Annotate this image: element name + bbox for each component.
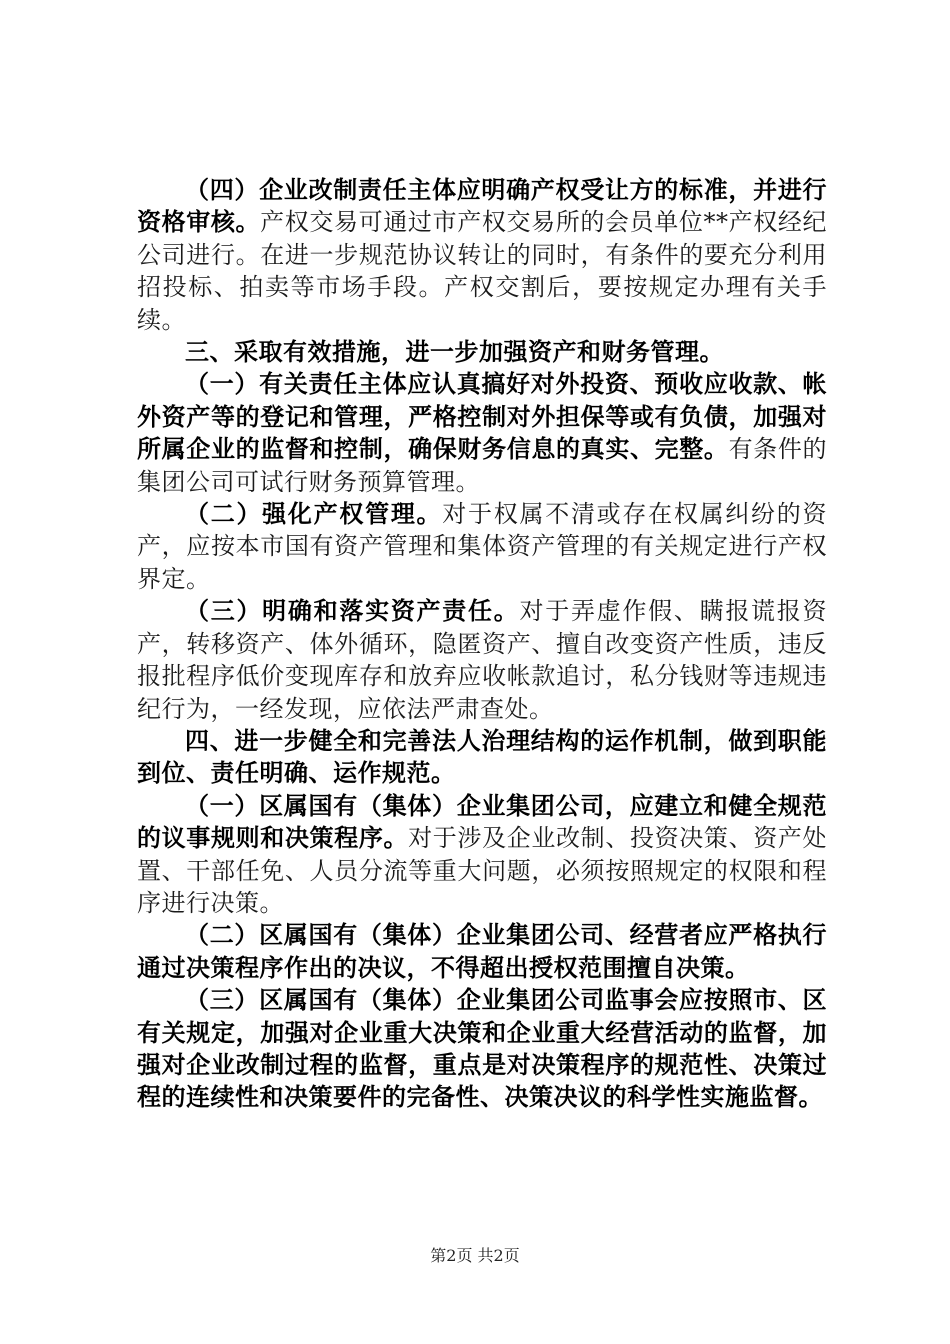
paragraph-lead: （三）明确和落实资产责任。 [185,597,520,626]
paragraph-body: 对于弄虚作假、瞒报谎报资产，转移资产、体外循环，隐匿资产、擅自改变资产性质，违反报批程序低价变现库存和放弃应收帐款追讨，私分钱财等违规违纪行为，一经发现，应依法严肃查处。 [137,597,828,723]
paragraph-lead: （二）强化产权管理。 [185,500,443,529]
paragraph-body: 对于权属不清或存在权属纠纷的资产，应按本市国有资产管理和集体资产管理的有关规定进行产权界定。 [137,500,828,593]
page-number-footer: 第2页 共2页 [430,1246,520,1265]
paragraph-lead: （一）区属国有（集体）企业集团公司，应建立和健全规范的议事规则和决策程序。 [137,791,827,853]
paragraph-4-acquirer-standards [137,174,827,336]
paragraph-3-supervisory-board: （三）区属国有（集体）企业集团公司监事会应按照市、区有关规定，加强对企业重大决策和企业重大经营活动的监督，加强对企业改制过程的监督，重点是对决策程序的规范性、决策过程的连续性和决策要件的完备性、决策决议的科学性实施监督。 [137,986,827,1112]
document-body [137,174,827,1114]
paragraph-2-execute-resolutions: （二）区属国有（集体）企业集团公司、经营者应严格执行通过决策程序作出的决议，不得超出授权范围擅自决策。 [137,921,827,982]
paragraph-3-asset-responsibility [137,595,827,725]
paragraph-body: 对于涉及企业改制、投资决策、资产处置、干部任免、人员分流等重大问题，必须按照规定的权限和程序进行决策。 [137,824,828,917]
paragraph-1-decision-rules [137,790,827,920]
paragraph-1-asset-registration [137,368,827,498]
paragraph-lead: （一）有关责任主体应认真搞好对外投资、预收应收款、帐外资产等的登记和管理，严格控制对外担保等或有负债，加强对所属企业的监督和控制，确保财务信息的真实、完整。 [137,370,827,464]
paragraph-2-property-rights [137,498,827,595]
paragraph-lead: （四）企业改制责任主体应明确产权受让方的标准，并进行资格审核。 [137,176,827,237]
paragraph-body: 有条件的集团公司可试行财务预算管理。 [137,435,828,496]
paragraph-body: 产权交易可通过市产权交易所的会员单位**产权经纪公司进行。在进一步规范协议转让的同时，有条件的要充分利用招投标、拍卖等市场手段。产权交割后，要按规定办理有关手续。 [137,208,828,334]
section-heading-4: 四、进一步健全和完善法人治理结构的运作机制，做到职能到位、责任明确、运作规范。 [137,726,827,788]
section-heading-3: 三、采取有效措施，进一步加强资产和财务管理。 [185,338,724,367]
